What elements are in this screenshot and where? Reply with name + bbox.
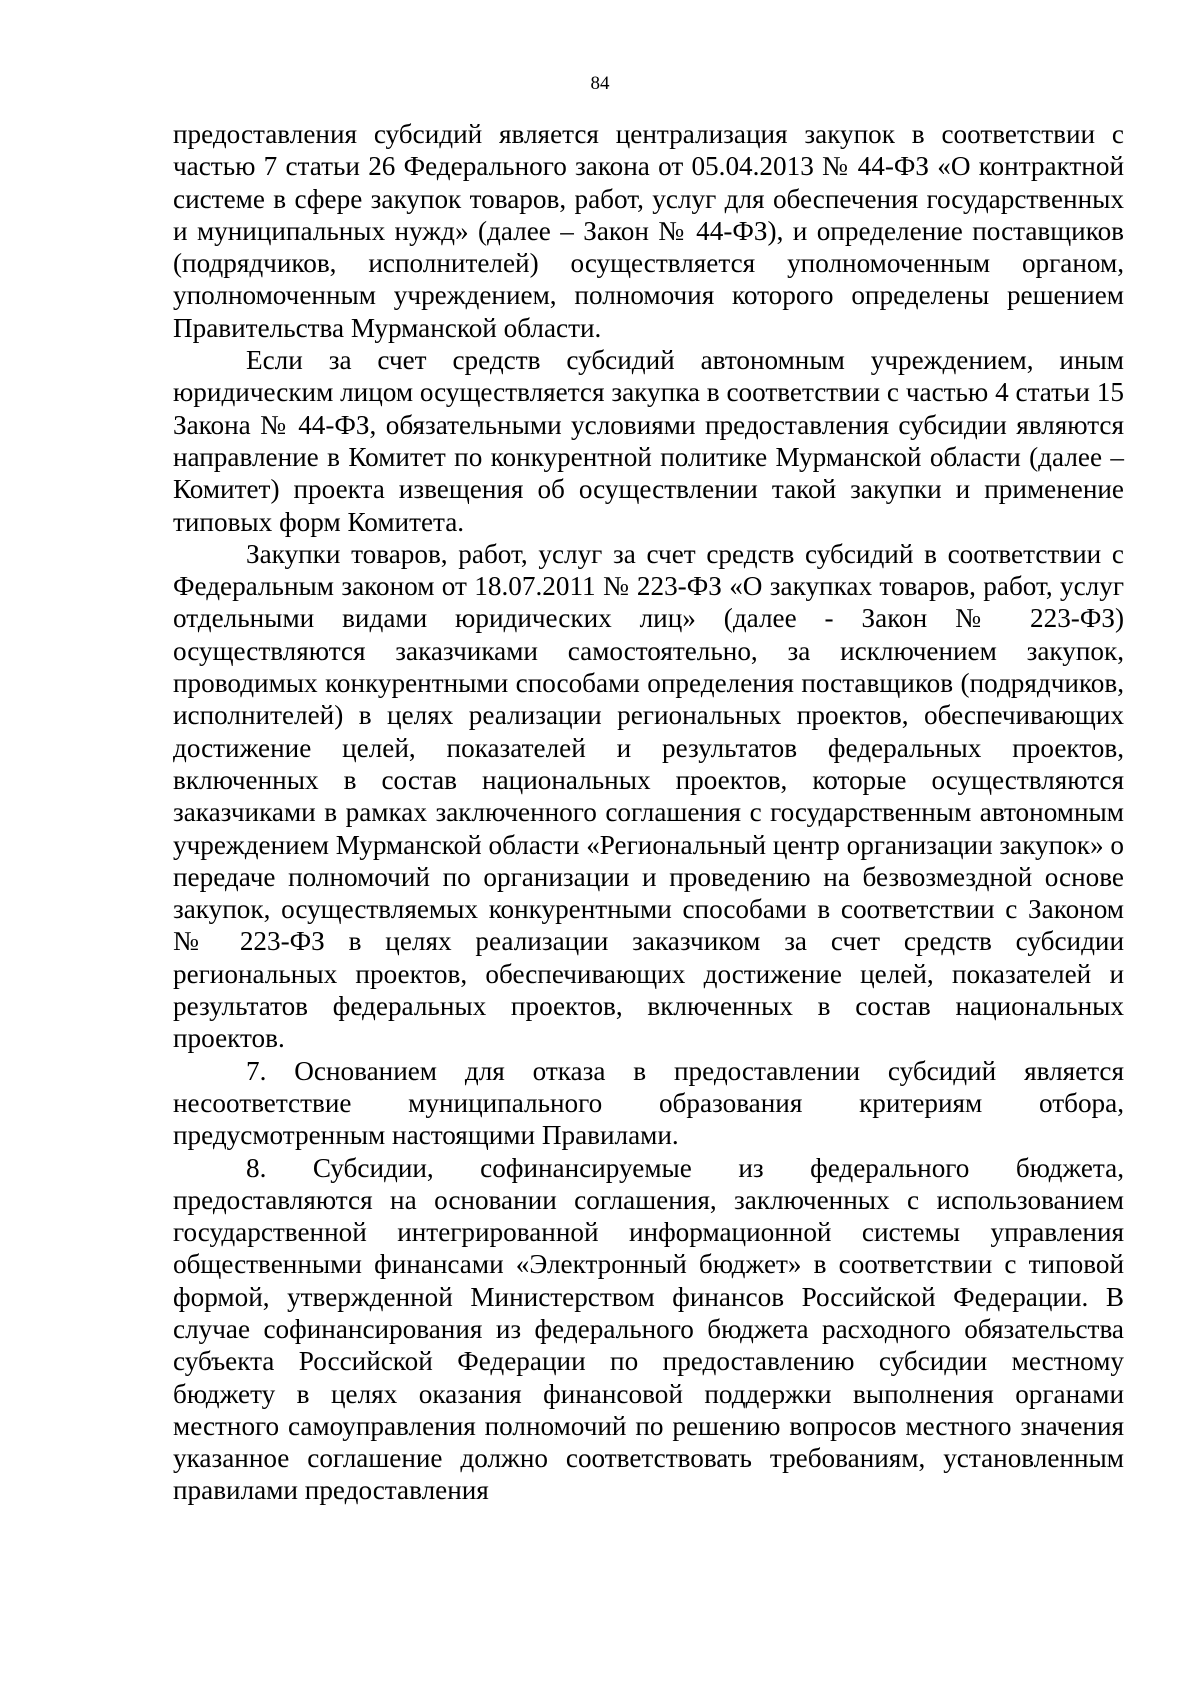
document-body — [173, 118, 1124, 1507]
paragraph-item-7: 7. Основанием для отказа в предоставлении субсидий является несоответствие муниципального образования критериям отбора, предусмотренным настоящими Правилами. — [173, 1055, 1124, 1151]
page-number: 84 — [590, 73, 610, 94]
paragraph-procurement-223fz: Закупки товаров, работ, услуг за счет средств субсидий в соответствии с Федеральным законом от 18.07.2011 № 223-ФЗ «О закупках товаров, работ, услуг отдельными видами юридических лиц» (далее - Закон № 223-ФЗ) осуществляются заказчиками самостоятельно, за исключением закупок, проводимых конкурентными способами определения поставщиков (подрядчиков, исполнителей) в целях реализации региональных проектов, обеспечивающих достижение целей, показателей и результатов федеральных проектов, включенных в состав национальных проектов, которые осуществляются заказчиками в рамках заключенного соглашения с государственным автономным учреждением Мурманской области «Региональный центр организации закупок» о передаче полномочий по организации и проведению на безвозмездной основе закупок, осуществляемых конкурентными способами в соответствии с Законом № 223-ФЗ в целях реализации заказчиком за счет средств субсидии региональных проектов, обеспечивающих достижение целей, показателей и результатов федеральных проектов, включенных в состав национальных проектов. — [173, 538, 1124, 1054]
paragraph-item-8: 8. Субсидии, софинансируемые из федерального бюджета, предоставляются на основании соглашения, заключенных с использованием государственной интегрированной информационной системы управления общественными финансами «Электронный бюджет» в соответствии с типовой формой, утвержденной Министерством финансов Российской Федерации. В случае софинансирования из федерального бюджета расходного обязательства субъекта Российской Федерации по предоставлению субсидии местному бюджету в целях оказания финансовой поддержки выполнения органами местного самоуправления полномочий по решению вопросов местного значения указанное соглашение должно соответствовать требованиям, установленным правилами предоставления — [173, 1152, 1124, 1506]
paragraph-continuation: предоставления субсидий является централизация закупок в соответствии с частью 7 статьи 26 Федерального закона от 05.04.2013 № 44-ФЗ «О контрактной системе в сфере закупок товаров, работ, услуг для обеспечения государственных и муниципальных нужд» (далее – Закон № 44-ФЗ), и определение поставщиков (подрядчиков, исполнителей) осуществляется уполномоченным органом, уполномоченным учреждением, полномочия которого определены решением Правительства Мурманской области. — [173, 119, 1124, 343]
paragraph-procurement-autonomous: Если за счет средств субсидий автономным учреждением, иным юридическим лицом осуществляется закупка в соответствии с частью 4 статьи 15 Закона № 44-ФЗ, обязательными условиями предоставления субсидии являются направление в Комитет по конкурентной политике Мурманской области (далее – Комитет) проекта извещения об осуществлении такой закупки и применение типовых форм Комитета. — [173, 345, 1124, 537]
